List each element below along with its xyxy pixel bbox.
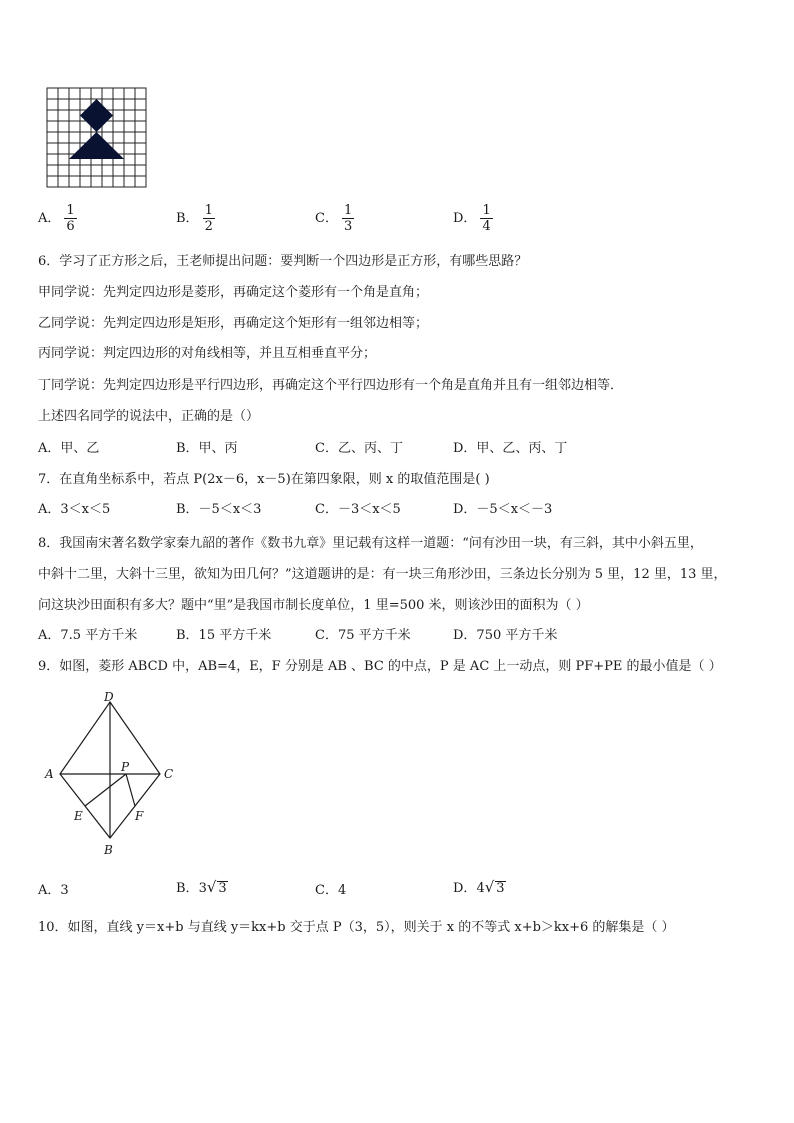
q6-statement: 丁同学说：先判定四边形是平行四边形，再确定这个平行四边形有一个角是直角并且有一组邻边相等． bbox=[38, 378, 624, 393]
q6-stem: 6．学习了正方形之后，王老师提出问题：要判断一个四边形是正方形，有哪些思路？ bbox=[38, 254, 528, 269]
q6-statement: 丙同学说：判定四边形的对角线相等，并且互相垂直平分； bbox=[38, 346, 377, 361]
label-p: P bbox=[121, 760, 130, 774]
q8-line: 问这块沙田面积有多大？题中“里”是我国市制长度单位，1 里=500 米，则该沙田的面积为（ ） bbox=[38, 598, 589, 613]
label-c: C bbox=[164, 767, 174, 781]
radical-sign: √ bbox=[206, 878, 217, 896]
q8-line: 中斜十二里，大斜十三里，欲知为田几何？”这道题讲的是：有一块三角形沙田，三条边长分别为 5 里，12 里，13 里， bbox=[38, 567, 727, 582]
label-f: F bbox=[135, 809, 144, 823]
label-e: E bbox=[74, 809, 83, 823]
fraction: $\frac{1}{2}$ bbox=[204, 203, 213, 234]
q7-option-a[interactable]: A．3＜x＜5 bbox=[38, 502, 111, 517]
q7-option-c[interactable]: C．－3＜x＜5 bbox=[315, 502, 401, 517]
dark-triangle bbox=[69, 132, 124, 159]
q6-statement: 乙同学说：先判定四边形是矩形，再确定这个矩形有一组邻边相等； bbox=[38, 316, 429, 331]
q6-option-c[interactable]: C．乙、丙、丁 bbox=[315, 441, 403, 456]
q8-line: 8．我国南宋著名数学家秦九韶的著作《数书九章》里记载有这样一道题：“问有沙田一块，有三斜，其中小斜五里， bbox=[38, 536, 703, 551]
segment-pe bbox=[85, 774, 126, 806]
fraction: $\frac{1}{4}$ bbox=[482, 203, 491, 234]
q6-statement: 甲同学说：先判定四边形是菱形，再确定这个菱形有一个角是直角； bbox=[38, 285, 429, 300]
q8-option-a[interactable]: A．7.5 平方千米 bbox=[38, 628, 138, 643]
q10-stem: 10．如图，直线 y＝x+b 与直线 y＝kx+b 交于点 P（3，5），则关于 x 的不等式 x+b＞kx+6 的解集是（ ） bbox=[38, 920, 675, 935]
q9-option-d[interactable]: D．4√ 3 bbox=[453, 878, 505, 896]
q6-option-d[interactable]: D．甲、乙、丙、丁 bbox=[453, 441, 568, 456]
q9-option-b[interactable]: B．3√ 3 bbox=[176, 878, 227, 896]
q5-option-b[interactable]: B． $\frac{1}{2}$ bbox=[176, 203, 213, 234]
q6-option-a[interactable]: A．甲、乙 bbox=[38, 441, 100, 456]
q9-stem: 9．如图，菱形 ABCD 中，AB=4，E，F 分别是 AB 、BC 的中点，P 是 AC 上一动点，则 PF+PE 的最小值是（ ） bbox=[38, 659, 722, 674]
grid-figure bbox=[46, 87, 148, 189]
label-d: D bbox=[104, 690, 114, 704]
q7-option-d[interactable]: D．－5＜x＜－3 bbox=[453, 502, 553, 517]
q5-option-a[interactable]: A． $\frac{1}{6}$ bbox=[38, 203, 75, 234]
rhombus-figure bbox=[40, 690, 190, 860]
label-a: A bbox=[45, 767, 54, 781]
q9-option-a[interactable]: A．3 bbox=[38, 883, 69, 898]
q7-stem: 7．在直角坐标系中，若点 P(2x－6，x－5)在第四象限，则 x 的取值范围是( ) bbox=[38, 472, 490, 487]
q6-option-b[interactable]: B．甲、丙 bbox=[176, 441, 238, 456]
dark-diamond bbox=[80, 99, 113, 132]
q9-option-c[interactable]: C．4 bbox=[315, 883, 347, 898]
fraction: $\frac{1}{3}$ bbox=[343, 203, 353, 234]
q8-option-b[interactable]: B．15 平方千米 bbox=[176, 628, 272, 643]
q8-option-c[interactable]: C．75 平方千米 bbox=[315, 628, 411, 643]
label-b: B bbox=[104, 843, 113, 857]
segment-pf bbox=[126, 774, 135, 806]
q5-option-d[interactable]: D． $\frac{1}{4}$ bbox=[453, 203, 491, 234]
q6-question: 上述四名同学的说法中，正确的是（） bbox=[38, 409, 260, 424]
radical-sign: √ bbox=[484, 878, 495, 896]
q7-option-b[interactable]: B．－5＜x＜3 bbox=[176, 502, 262, 517]
fraction: $\frac{1}{6}$ bbox=[66, 203, 75, 234]
q8-option-d[interactable]: D．750 平方千米 bbox=[453, 628, 558, 643]
q5-option-c[interactable]: C． $\frac{1}{3}$ bbox=[315, 203, 353, 234]
